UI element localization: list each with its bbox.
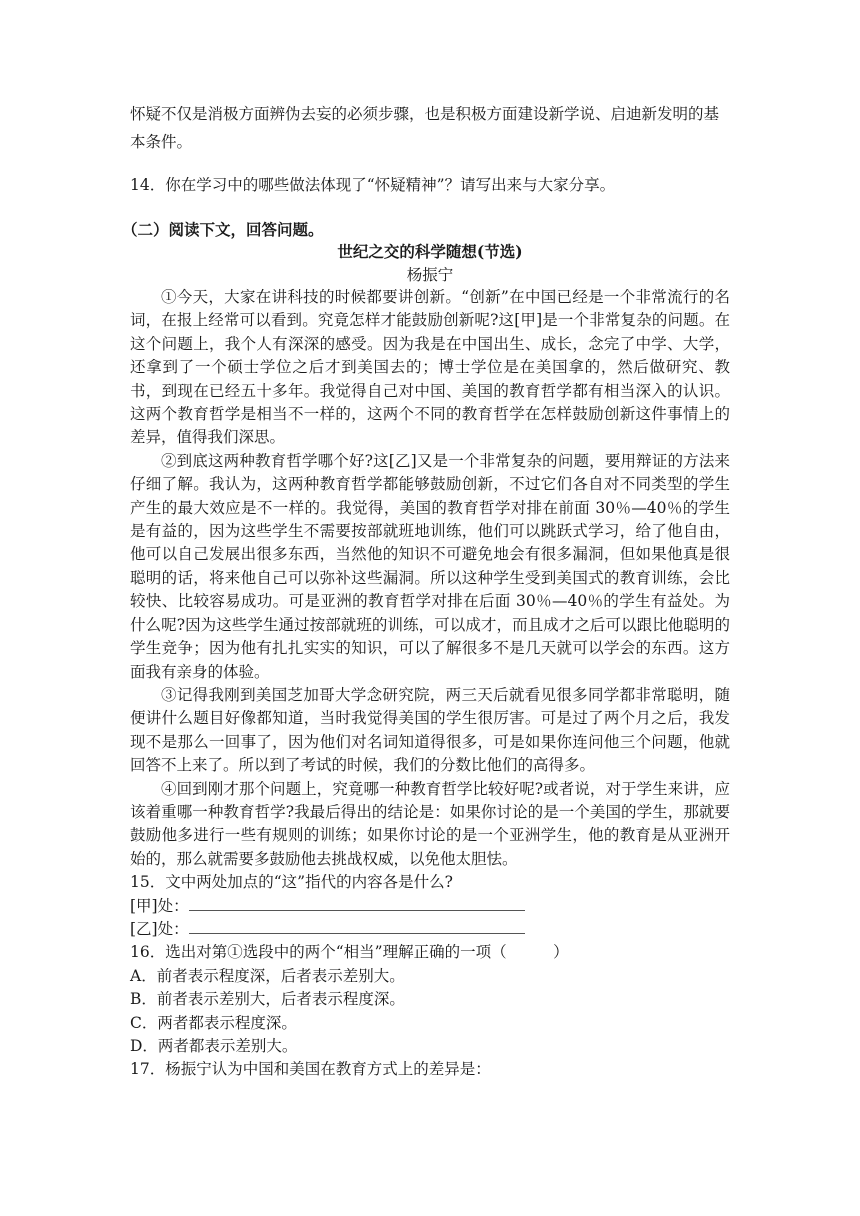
option-b: B．前者表示差别大，后者表示程度深。: [130, 990, 405, 1009]
article-title: 世纪之交的科学随想(节选): [337, 242, 523, 261]
option-a: A．前者表示程度深，后者表示差别大。: [130, 966, 405, 985]
question-16: 16．选出对第①选段中的两个“相当”理解正确的一项（ ）: [130, 943, 569, 962]
answer-blank-yi[interactable]: [189, 919, 525, 934]
answer-label-jia: [甲]处：: [130, 896, 189, 915]
answer-line-yi: [130, 918, 730, 941]
option-c: C．两者都表示程度深。: [130, 1013, 297, 1032]
paragraph-1: ①今天，大家在讲科技的时候都要讲创新。“创新”在中国已经是一个非常流行的名词，在报上经常可以看到。究竟怎样才能鼓励创新呢?这[甲]是一个非常复杂的问题。在这个问题上，我个人有深深的感受。因为我是在中国出生、成长，念完了中学、大学，还拿到了一个硕士学位之后才到美国去的；博士学位是在美国拿的，然后做研究、教书，到现在已经五十多年。我觉得自己对中国、美国的教育哲学都有相当深入的认识。这两个教育哲学是相当不一样的，这两个不同的教育哲学在怎样鼓励创新这件事情上的差异，值得我们深思。: [130, 288, 730, 447]
question-15: 15．文中两处加点的“这”指代的内容各是什么?: [130, 873, 453, 892]
paragraph-3: ③记得我刚到美国芝加哥大学念研究院，两三天后就看见很多同学都非常聪明，随便讲什么题目好像都知道，当时我觉得美国的学生很厉害。可是过了两个月之后，我发现不是那么一回事了，因为他们对名词知道得很多，可是如果你连问他三个问题，他就回答不上来了。所以到了考试的时候，我们的分数比他们的高得多。: [130, 685, 730, 775]
option-d: D．两者都表示差别大。: [130, 1037, 298, 1055]
paragraph-2: ②到底这两种教育哲学哪个好?这[乙]又是一个非常复杂的问题，要用辩证的方法来仔细了解。我认为，这两种教育哲学都能够鼓励创新，不过它们各自对不同类型的学生产生的最大效应是不一样的。我觉得，美国的教育哲学对排在前面 30％—40％的学生是有益的，因为这些学生不需要按部就班地训练，他们可以跳跃式学习，给了他自由，他可以自己发展出很多东西，当然他的知识不可避免地会有很多漏洞，但如果他真是很聪明的话，将来他自己可以弥补这些漏洞。所以这种学生受到美国式的教育训练，会比较快、比较容易成功。可是亚洲的教育哲学对排在后面 30％—40％的学生有益处。为什么呢?因为这些学生通过按部就班的训练，可以成才，而且成才之后可以跟比他聪明的学生竞争；因为他有扎扎实实的知识，可以了解很多不是几天就可以学会的东西。这方面我有亲身的体验。: [130, 451, 730, 681]
answer-line-jia: [130, 895, 730, 918]
paragraph-4: ④回到刚才那个问题上，究竟哪一种教育哲学比较好呢?或者说，对于学生来讲，应该着重哪一种教育哲学?我最后得出的结论是：如果你讨论的是一个美国的学生，那就要鼓励他多进行一些有规则的训练；如果你讨论的是一个亚洲学生，他的教育是从亚洲开始的，那么就需要多鼓励他去挑战权威，以免他太胆怯。: [130, 779, 730, 868]
article-body: [130, 286, 730, 1082]
question-14: 14．你在学习中的哪些做法体现了“怀疑精神”？请写出来与大家分享。: [130, 176, 616, 194]
answer-blank-jia[interactable]: [189, 896, 525, 911]
intro-paragraph: 怀疑不仅是消极方面辨伪去妄的必须步骤，也是积极方面建设新学说、启迪新发明的基本条件。: [130, 105, 720, 151]
answer-label-yi: [乙]处：: [130, 919, 189, 938]
question-17: 17．杨振宁认为中国和美国在教育方式上的差异是：: [130, 1060, 491, 1079]
article-author: 杨振宁: [406, 266, 454, 284]
section-heading: （二）阅读下文，回答问题。: [122, 220, 324, 239]
